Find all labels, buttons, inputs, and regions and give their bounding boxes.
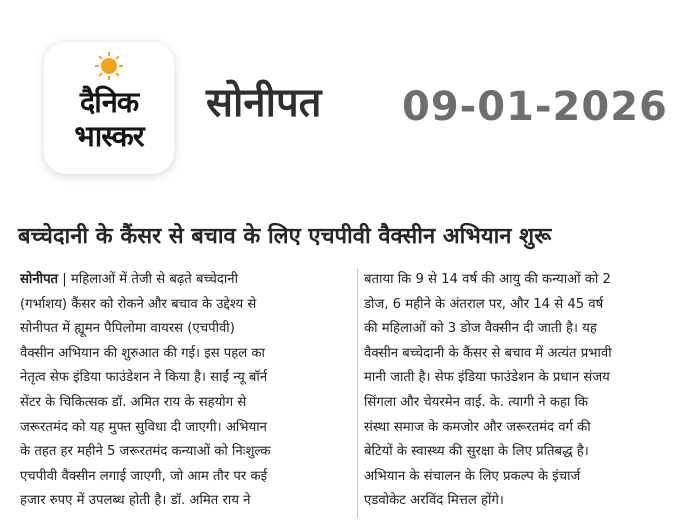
text-line: संस्था समाज के कमजोर और जरूरतमंद वर्ग की [364,419,591,435]
logo-text-dainik: दैनिक [79,85,139,119]
text-line: (गर्भाशय) कैंसर को रोकने और बचाव के उद्देश्य से [20,296,257,312]
logo-text-bhaskar: भास्कर [74,119,144,153]
newspaper-logo [44,42,174,174]
text-line: सिंगला और चेयरमेन वाई. के. त्यागी ने कहा कि [364,394,589,410]
text-line: अभियान के संचालन के लिए प्रकल्प के इंचार्ज [364,468,581,484]
article-column-left [20,268,352,514]
text-line: बताया कि 9 से 14 वर्ष की आयु की कन्याओं को 2 [364,272,611,287]
text-line: वैक्सीन बच्चेदानी के कैंसर से बचाव में अत्यंत प्रभावी [364,345,612,361]
edition-date: 09-01-2026 [402,84,668,130]
masthead [0,0,700,200]
edition-city: सोनीपत [206,80,322,126]
text-line: सेंटर के चिकित्सक डॉ. अमित राय के सहयोग से [20,394,247,410]
text-line: के तहत हर महीने 5 जरूरतमंद कन्याओं को निःशुल्क [20,444,271,460]
article-headline: बच्चेदानी के कैंसर से बचाव के लिए एचपीवी वैक्सीन अभियान शुरू [18,224,552,249]
text-line: एचपीवी वैक्सीन लगाई जाएगी, जो आम तौर पर कई [20,468,268,484]
text-line: की महिलाओं को 3 डोज वैक्सीन दी जाती है। यह [364,321,597,337]
text-line: एडवोकेट अरविंद मित्तल होंगे। [364,493,504,509]
text-line: सोनीपत में ह्यूमन पैपिलोमा वायरस (एचपीवी) [20,321,235,337]
dateline: सोनीपत [20,272,59,287]
column-divider [357,268,358,518]
text-line: डोज, 6 महीने के अंतराल पर, और 14 से 45 वर्ष [364,296,604,312]
article-column-right [364,268,696,514]
text-line: बेटियों के स्वास्थ्य की सुरक्षा के लिए प्रतिबद्ध है। [364,444,589,460]
text-line: जरूरतमंद को यह मुफ्त सुविधा दी जाएगी। अभियान [20,419,267,435]
text-line: मानी जाती है। सेफ इंडिया फाउंडेशन के प्रधान संजय [364,370,610,386]
text-line: सोनीपत | महिलाओं में तेजी से बढ़ते बच्चेदानी [20,272,239,287]
text-line: हजार रुपए में उपलब्ध होती है। डॉ. अमित राय ने [20,493,251,509]
sun-icon [95,52,123,80]
text-line: वैक्सीन अभियान की शुरुआत की गई। इस पहल का [20,345,265,361]
text-line: नेतृत्व सेफ इंडिया फाउंडेशन ने किया है। साईं न्यू बॉर्न [20,370,268,386]
